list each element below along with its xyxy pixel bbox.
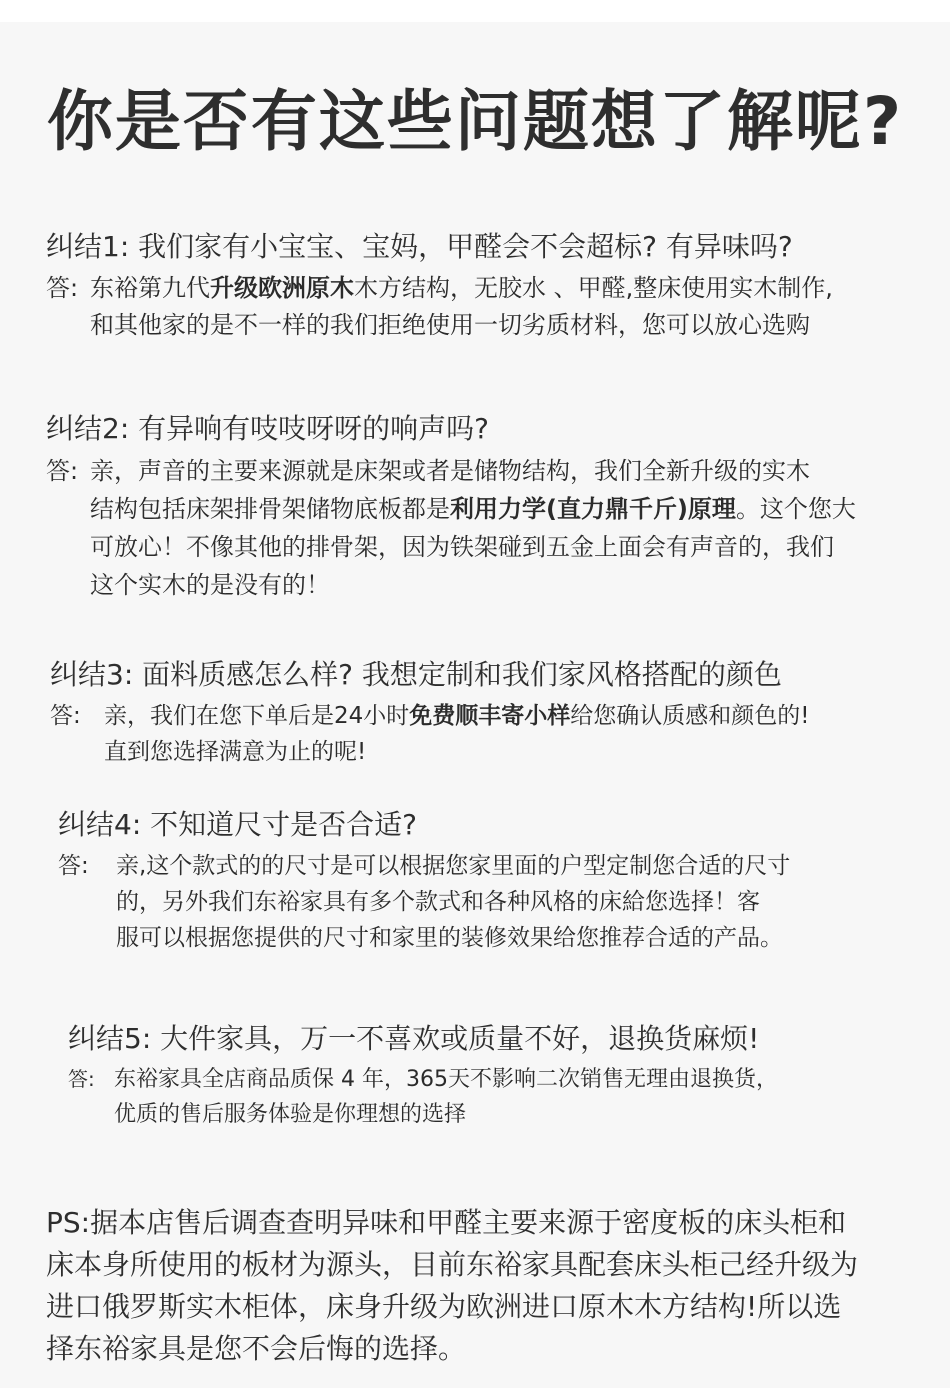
- answer-line: 的，另外我们东裕家具有多个款式和各种风格的床給您选择！客: [116, 889, 760, 915]
- answer-line: 直到您选择满意为止的呢!: [104, 739, 367, 765]
- ps-line: 床本身所使用的板材为源头，目前东裕家具配套床头柜己经升级为: [46, 1248, 859, 1281]
- answer-line: 亲,这个款式的的尺寸是可以根据您家里面的户型定制您合适的尺寸: [116, 853, 791, 879]
- ps-line: 择东裕家具是您不会后悔的选择。: [46, 1332, 467, 1365]
- faq-answer: [50, 698, 810, 770]
- answer-line: 东裕第九代升级欧洲原木木方结构，无胶水 、甲醛,整床使用实木制作,: [90, 274, 833, 302]
- ps-line: PS:据本店售后调查查明异味和甲醛主要来源于密度板的床头柜和: [46, 1206, 847, 1239]
- faq-answer: [58, 848, 790, 956]
- faq-item-3: [50, 656, 810, 770]
- answer-line: 和其他家的是不一样的我们拒绝使用一切劣质材料，您可以放心选购: [90, 311, 810, 339]
- answer-label: 答:: [58, 853, 89, 879]
- faq-answer: [68, 1062, 778, 1132]
- faq-question: 纠结2: 有异响有吱吱呀呀的响声吗?: [46, 412, 490, 445]
- answer-line: 这个实木的是没有的！: [90, 571, 330, 599]
- faq-item-4: [58, 806, 790, 956]
- ps-note: [46, 1202, 926, 1370]
- answer-line: 服可以根据您提供的尺寸和家里的装修效果给您推荐合适的产品。: [116, 925, 783, 951]
- faq-item-2: [46, 410, 856, 604]
- answer-line: 优质的售后服务体验是你理想的选择: [114, 1102, 467, 1127]
- answer-label: 答:: [50, 703, 81, 729]
- answer-label: 答:: [46, 274, 79, 302]
- answer-label: 答:: [46, 457, 79, 485]
- answer-line: 亲，我们在您下单后是24小时免费顺丰寄小样给您确认质感和颜色的!: [104, 703, 810, 729]
- faq-item-1: [46, 228, 833, 344]
- ps-line: 进口俄罗斯实木柜体，床身升级为欧洲进口原木木方结构!所以选: [46, 1290, 842, 1323]
- faq-question: 纠结3: 面料质感怎么样? 我想定制和我们家风格搭配的颜色: [50, 658, 782, 691]
- answer-line: 亲，声音的主要来源就是床架或者是储物结构，我们全新升级的实木: [90, 457, 810, 485]
- answer-line: 东裕家具全店商品质保 4 年，365天不影响二次销售无理由退换货，: [114, 1067, 778, 1092]
- faq-item-5: [68, 1020, 778, 1132]
- faq-question: 纠结1: 我们家有小宝宝、宝妈，甲醛会不会超标? 有异味吗?: [46, 230, 793, 263]
- answer-line: 结构包括床架排骨架储物底板都是利用力学(直力鼎千斤)原理。这个您大: [90, 495, 856, 523]
- faq-question: 纠结5: 大件家具，万一不喜欢或质量不好，退换货麻烦!: [68, 1022, 760, 1055]
- faq-answer: [46, 270, 833, 344]
- answer-label: 答:: [68, 1067, 95, 1091]
- faq-question: 纠结4: 不知道尺寸是否合适?: [58, 808, 418, 841]
- faq-answer: [46, 452, 856, 604]
- answer-line: 可放心！不像其他的排骨架，因为铁架碰到五金上面会有声音的，我们: [90, 533, 834, 561]
- page-title: 你是否有这些问题想了解呢?: [46, 83, 904, 160]
